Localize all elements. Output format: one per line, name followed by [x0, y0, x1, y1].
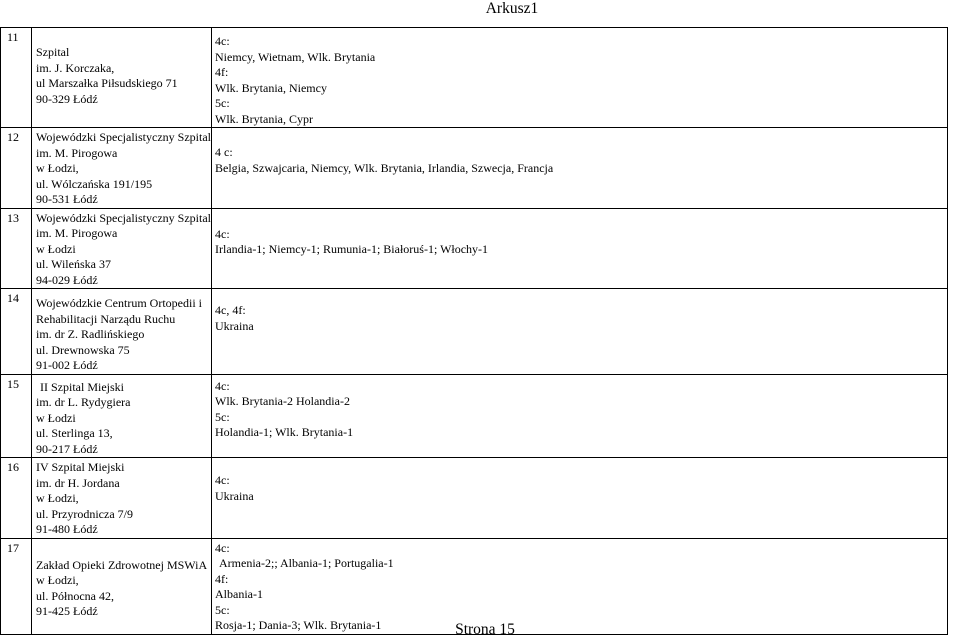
hospital-line: Zakład Opieki Zdrowotnej MSWiA: [36, 557, 208, 572]
countries-cell: [212, 28, 948, 128]
countries-cell: [212, 128, 948, 209]
hospital-line: ul. Wólczańska 191/195: [36, 176, 153, 191]
row-number: 17: [1, 538, 32, 634]
row-number: 12: [1, 128, 32, 209]
hospital-cell: [32, 374, 212, 458]
country-list: Rosja-1; Dania-3; Wlk. Brytania-1: [215, 618, 382, 632]
hospital-line: ul. Północna 42,: [36, 588, 114, 603]
countries-cell: [212, 374, 948, 458]
hospital-line: Wojewódzki Specjalistyczny Szpital: [36, 130, 211, 144]
row-number: 16: [1, 458, 32, 539]
hospital-line: ul. Drewnowska 75: [36, 342, 130, 357]
category-label: 4f:: [215, 65, 229, 79]
hospital-line: Rehabilitacji Narządu Ruchu: [36, 311, 176, 326]
hospital-cell: [32, 289, 212, 375]
hospital-line: w Łodzi,: [36, 573, 79, 587]
hospital-line: Wojewódzki Specjalistyczny Szpital: [36, 210, 211, 225]
hospital-line: Szpital: [36, 45, 70, 59]
table-row: [1, 538, 948, 634]
countries-cell: [212, 289, 948, 375]
page-footer: Strona 15: [455, 621, 515, 638]
hospital-line: w Łodzi,: [36, 491, 79, 505]
hospital-table: [0, 27, 948, 635]
category-label: 5c:: [215, 602, 230, 617]
table-row: [1, 458, 948, 539]
table-row: [1, 374, 948, 458]
category-label: 4c:: [215, 540, 230, 555]
hospital-line: 91-002 Łódź: [36, 358, 98, 372]
hospital-line: II Szpital Miejski: [40, 379, 124, 394]
country-list: Belgia, Szwajcaria, Niemcy, Wlk. Brytania, Irlandia, Szwecja, Francja: [215, 160, 554, 175]
countries-cell: [212, 458, 948, 539]
country-list: Ukraina: [215, 488, 254, 503]
category-label: 4f:: [215, 571, 229, 586]
country-list: Holandia-1; Wlk. Brytania-1: [215, 425, 354, 439]
hospital-line: w Łodzi,: [36, 161, 79, 175]
hospital-line: 90-329 Łódź: [36, 91, 98, 106]
hospital-line: ul. Sterlinga 13,: [36, 426, 113, 440]
country-list: Irlandia-1; Niemcy-1; Rumunia-1; Białoruś-1; Włochy-1: [215, 242, 489, 256]
country-list: Wlk. Brytania, Cypr: [215, 111, 313, 126]
category-label: 4c:: [215, 378, 230, 393]
category-label: 5c:: [215, 409, 230, 424]
hospital-line: Wojewódzkie Centrum Ortopedii i: [36, 296, 202, 310]
hospital-line: IV Szpital Miejski: [36, 460, 125, 474]
row-number: 13: [1, 208, 32, 289]
hospital-line: 91-480 Łódź: [36, 522, 98, 536]
category-label: 4c, 4f:: [215, 303, 246, 317]
countries-cell: [212, 538, 948, 634]
country-list: Armenia-2;; Albania-1; Portugalia-1: [219, 556, 394, 570]
hospital-line: 90-531 Łódź: [36, 192, 98, 206]
category-label: 4c:: [215, 34, 230, 48]
hospital-cell: [32, 208, 212, 289]
hospital-line: im. dr L. Rydygiera: [36, 395, 131, 409]
hospital-cell: [32, 128, 212, 209]
table-row: [1, 208, 948, 289]
countries-cell: [212, 208, 948, 289]
country-list: Niemcy, Wietnam, Wlk. Brytania: [215, 49, 376, 64]
country-list: Ukraina: [215, 318, 254, 333]
row-number: 15: [1, 374, 32, 458]
hospital-line: 90-217 Łódź: [36, 441, 98, 456]
category-label: 4c:: [215, 226, 230, 241]
hospital-line: im. M. Pirogowa: [36, 226, 118, 240]
hospital-line: im. M. Pirogowa: [36, 145, 118, 160]
hospital-line: 94-029 Łódź: [36, 272, 98, 287]
row-number: 11: [1, 28, 32, 128]
hospital-cell: [32, 538, 212, 634]
hospital-line: im. dr H. Jordana: [36, 475, 120, 490]
hospital-cell: [32, 458, 212, 539]
hospital-line: ul. Wileńska 37: [36, 257, 111, 271]
table-row: [1, 128, 948, 209]
hospital-line: im. J. Korczaka,: [36, 60, 115, 75]
table-row: [1, 289, 948, 375]
country-list: Albania-1: [215, 587, 263, 601]
table-row: [1, 28, 948, 128]
country-list: Wlk. Brytania-2 Holandia-2: [215, 394, 350, 408]
sheet-title: Arkusz1: [485, 0, 539, 17]
row-number: 14: [1, 289, 32, 375]
country-list: Wlk. Brytania, Niemcy: [215, 80, 327, 95]
hospital-line: ul Marszałka Piłsudskiego 71: [36, 76, 178, 90]
hospital-cell: [32, 28, 212, 128]
category-label: 4c:: [215, 473, 230, 487]
hospital-line: 91-425 Łódź: [36, 604, 98, 618]
hospital-line: w Łodzi: [36, 410, 76, 425]
hospital-line: im. dr Z. Radlińskiego: [36, 327, 145, 341]
hospital-line: ul. Przyrodnicza 7/9: [36, 506, 133, 521]
category-label: 4 c:: [215, 145, 233, 159]
hospital-line: w Łodzi: [36, 241, 76, 256]
category-label: 5c:: [215, 96, 230, 110]
